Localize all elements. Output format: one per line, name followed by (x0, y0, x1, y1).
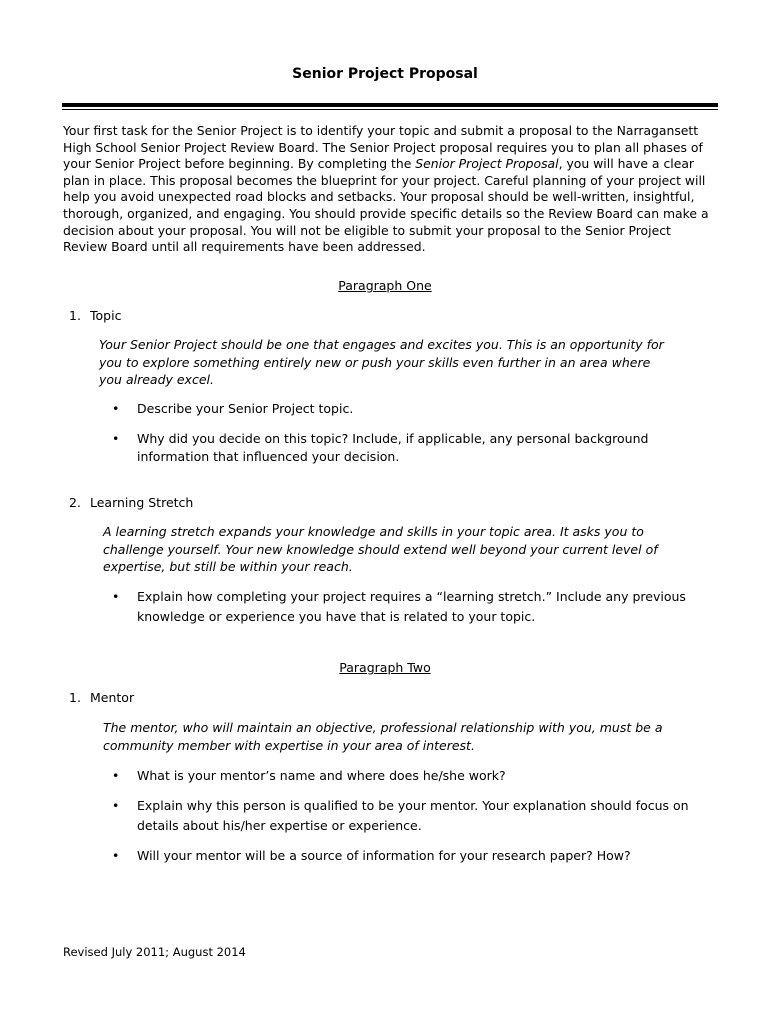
page-title: Senior Project Proposal (292, 66, 478, 82)
item-number: 1. (69, 690, 81, 705)
item-number: 2. (69, 495, 81, 510)
item-number: 1. (69, 308, 81, 323)
list-item-text: Explain how completing your project requires a “learning stretch.” Include any previous knowledge or experience you have that is related to your topic. (137, 589, 686, 624)
bullet-list-learning-stretch (112, 587, 692, 627)
revision-footer: Revised July 2011; August 2014 (63, 945, 246, 959)
item-label: Mentor (90, 690, 135, 705)
bullet-icon: • (112, 589, 120, 604)
item-description-mentor: The mentor, who will maintain an objective, professional relationship with you, must be a community member with expertise in your area of interest. (103, 720, 663, 753)
list-item (112, 766, 692, 786)
item-label: Learning Stretch (90, 495, 194, 510)
bullet-list-mentor (112, 766, 692, 866)
section-heading-paragraph-one: Paragraph One (338, 278, 432, 293)
title-rule-thin (62, 109, 718, 110)
list-item-text: Explain why this person is qualified to be your mentor. Your explanation should focus on details about his/her expertise or experience. (137, 798, 689, 833)
bullet-icon: • (112, 401, 120, 416)
list-item (112, 796, 692, 836)
intro-text-before: Your first task for the Senior Project is to identify your topic and submit a proposal to the Narragansett High School Senior Project Review Board. The Senior Project proposal requires you to plan all phases of your Senior Project before beginning. By completing the (63, 123, 703, 172)
bullet-list-topic (112, 400, 692, 467)
item-description-learning-stretch: A learning stretch expands your knowledge and skills in your topic area. It asks you to challenge yourself. Your new knowledge should extend well beyond your current level of expertise, but still be within your reach. (103, 524, 658, 574)
intro-text-after: , you will have a clear plan in place. This proposal becomes the blueprint for your project. Careful planning of your project will help you avoid unexpected road blocks and setbacks. Your proposal should be well-written, insightful, thorough, organized, and engaging. You should provide specific details so the Review Board can make a decision about your proposal. You will not be eligible to submit your proposal to the Senior Project Review Board until all requirements have been addressed. (63, 156, 709, 255)
section-heading-paragraph-two: Paragraph Two (339, 660, 431, 675)
list-item-text: Will your mentor will be a source of information for your research paper? How? (137, 848, 631, 863)
item-topic (69, 308, 121, 323)
list-item-text: What is your mentor’s name and where does he/she work? (137, 768, 506, 783)
list-item (112, 400, 692, 419)
list-item-text: Why did you decide on this topic? Include, if applicable, any personal background information that influenced your decision. (137, 430, 649, 464)
item-label: Topic (90, 308, 122, 323)
bullet-icon: • (112, 798, 120, 813)
list-item (112, 587, 692, 627)
intro-emphasis: Senior Project Proposal (415, 156, 559, 172)
bullet-icon: • (112, 430, 120, 446)
intro-paragraph (63, 123, 713, 256)
list-item-text: Describe your Senior Project topic. (137, 401, 354, 416)
item-mentor (69, 690, 134, 705)
list-item (112, 846, 692, 866)
list-item (112, 430, 692, 467)
item-description-topic: Your Senior Project should be one that engages and excites you. This is an opportunity for you to explore something entirely new or push your skills even further in an area where you already excel. (99, 337, 664, 387)
title-rule-thick (62, 103, 718, 107)
item-learning-stretch (69, 495, 193, 510)
bullet-icon: • (112, 848, 120, 863)
bullet-icon: • (112, 768, 120, 783)
